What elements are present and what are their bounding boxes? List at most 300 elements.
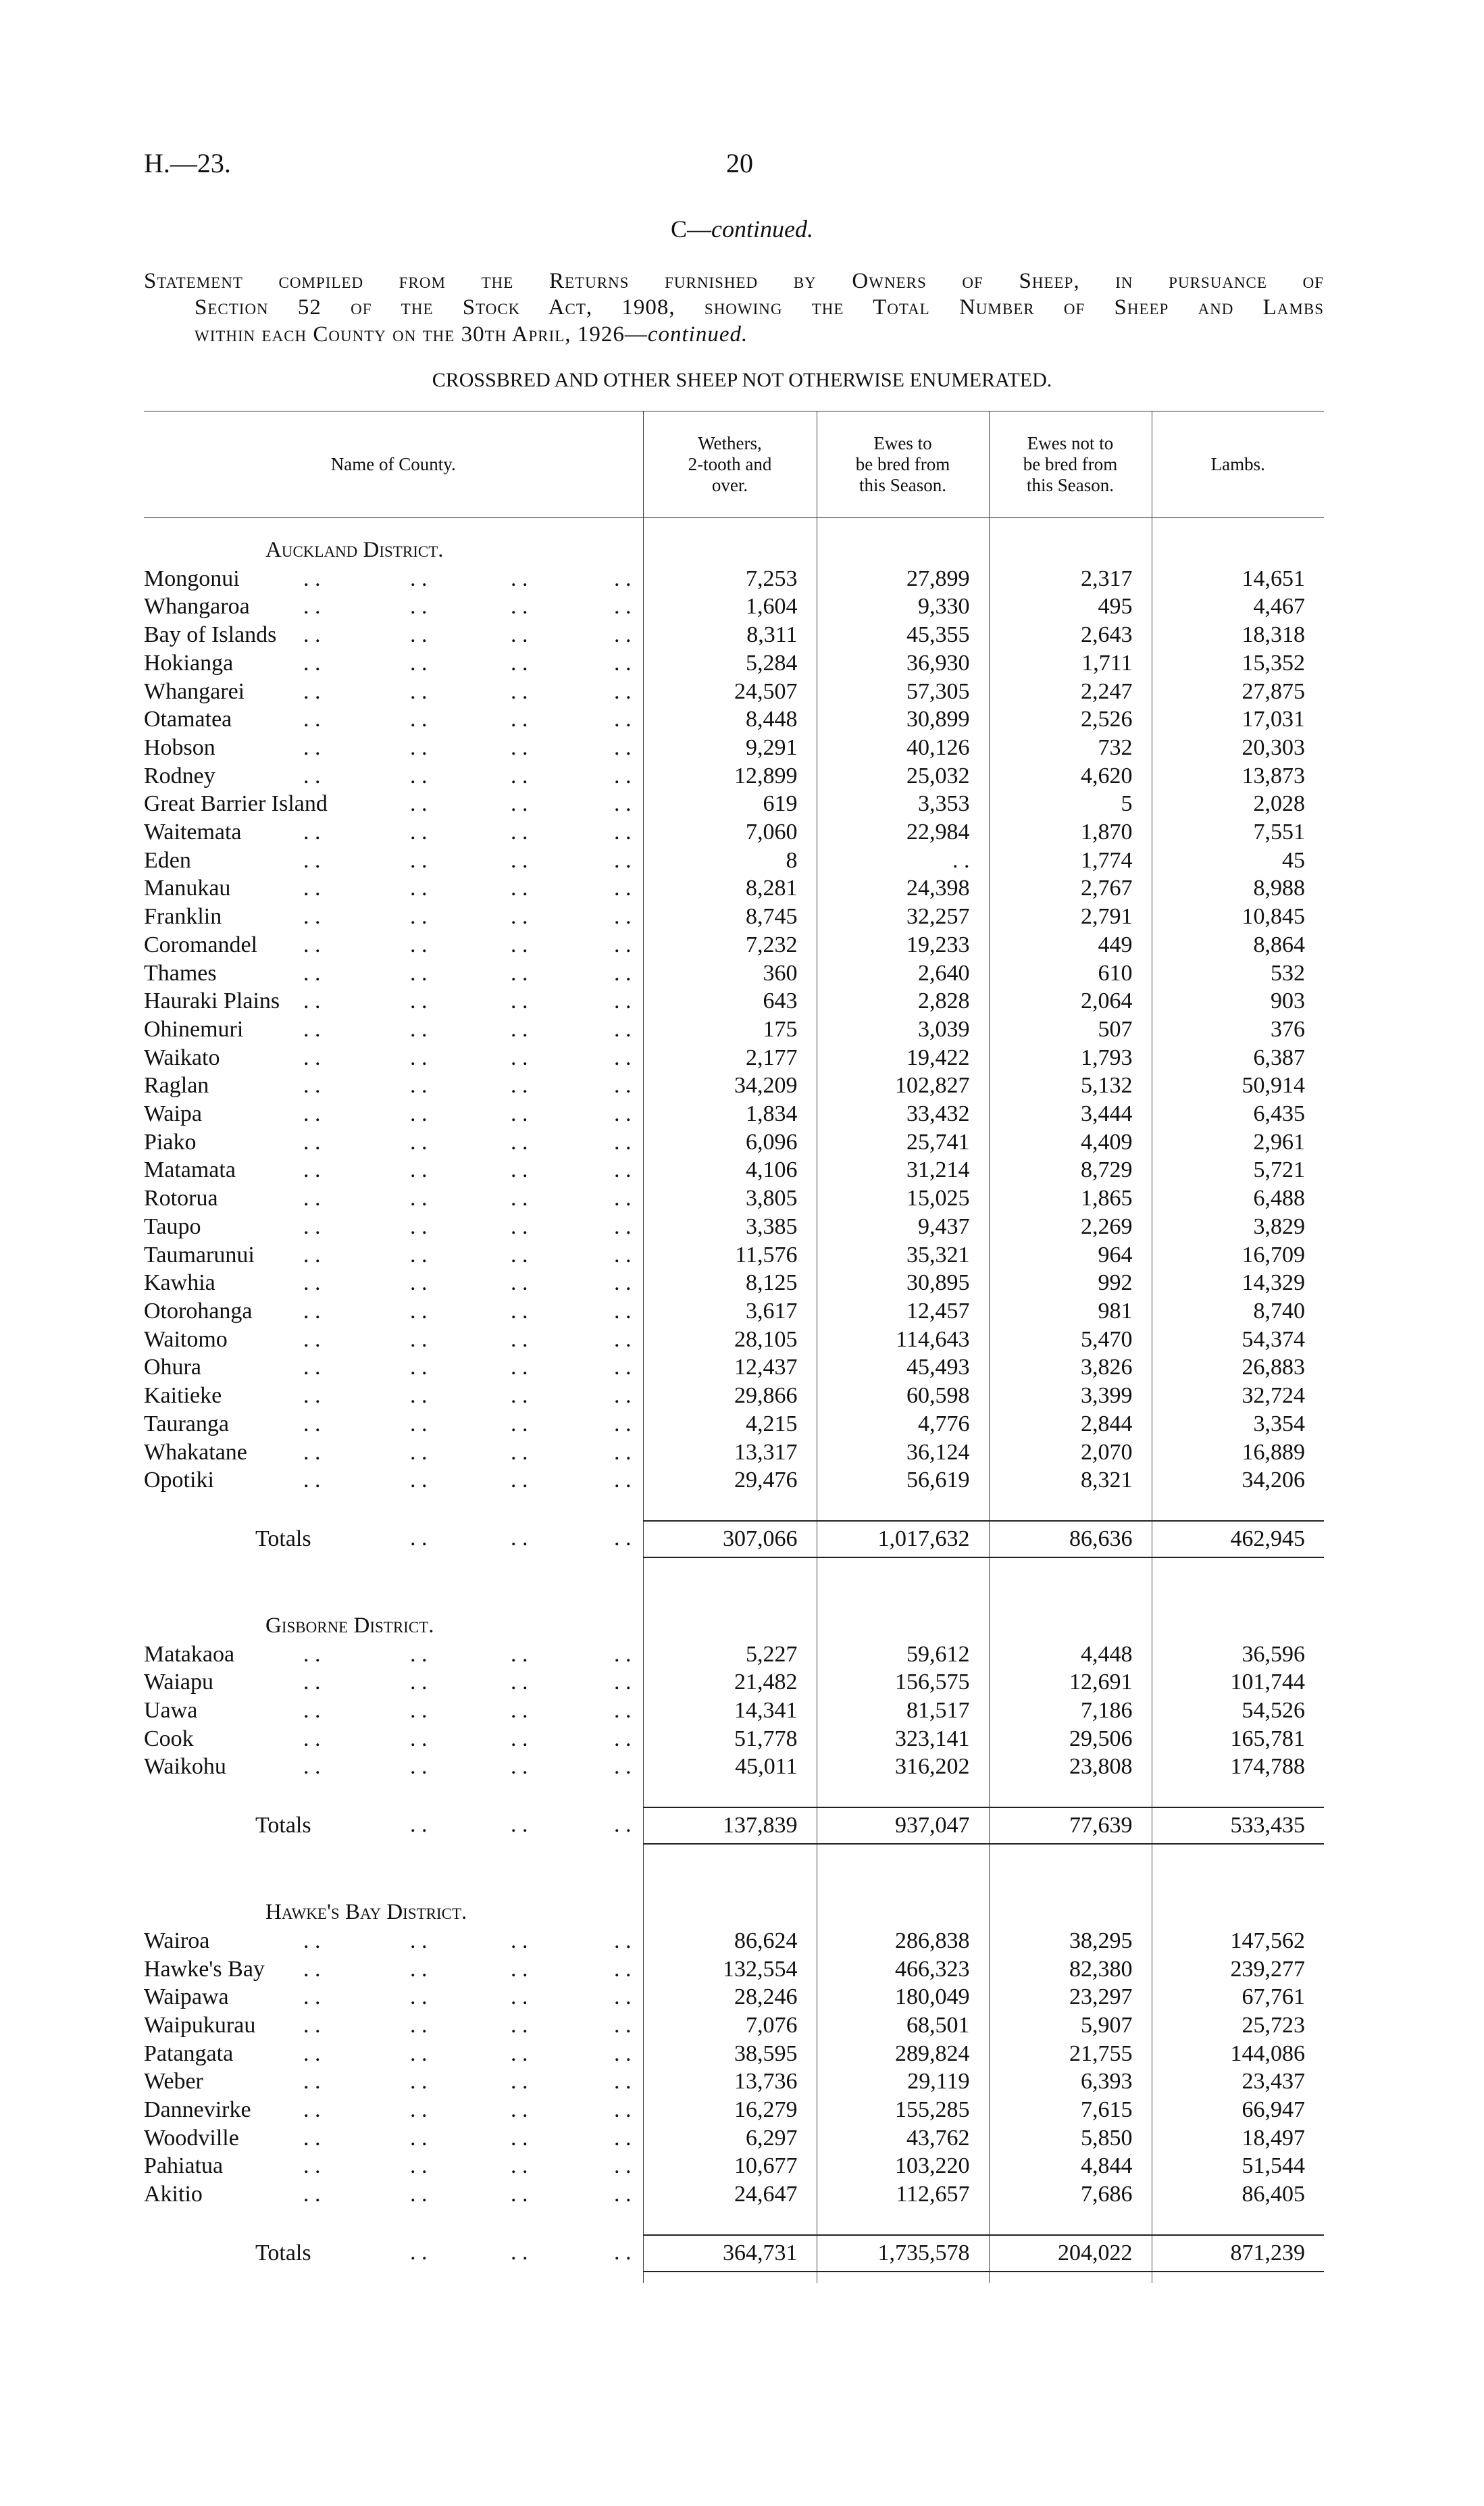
lambs-value: 147,562 — [1152, 1927, 1324, 1955]
lambs-value: 20,303 — [1152, 734, 1324, 762]
dot-leader: . . — [511, 594, 528, 620]
dot-leader: . . — [614, 594, 632, 620]
county-name: Ohinemuri — [144, 1016, 244, 1042]
county-cell — [144, 1100, 643, 1128]
lambs-value: 14,651 — [1152, 565, 1324, 593]
dot-leader: . . — [410, 2097, 428, 2123]
table-row — [144, 1466, 1324, 1495]
table-row — [144, 2152, 1324, 2180]
wethers-value: 1,604 — [643, 593, 817, 621]
ewes-to-breed-value: 35,321 — [817, 1241, 989, 1270]
county-cell — [144, 1697, 643, 1725]
dot-leader: . . — [511, 2069, 528, 2095]
empty-cell — [989, 1612, 1152, 1640]
table-row — [144, 1410, 1324, 1438]
dot-leader: . . — [614, 1355, 632, 1380]
dot-leader: . . — [614, 2069, 632, 2095]
spacer-cell — [643, 518, 817, 537]
ewes-to-breed-value: 31,214 — [817, 1156, 989, 1184]
spacer-row — [144, 1557, 1324, 1612]
dot-leader: . . — [303, 1016, 321, 1042]
spacer-row — [144, 1781, 1324, 1807]
dot-leader: . . — [410, 707, 428, 732]
dot-leader: . . — [511, 1242, 528, 1268]
wethers-value: 3,617 — [643, 1297, 817, 1326]
dot-leader: . . — [410, 734, 428, 760]
lambs-value: 8,740 — [1152, 1297, 1324, 1326]
dot-leader: . . — [614, 1956, 632, 1982]
spacer-cell — [1152, 518, 1324, 537]
lambs-value: 144,086 — [1152, 2040, 1324, 2068]
dot-leader: . . — [303, 876, 321, 901]
dot-leader: . . — [303, 1213, 321, 1239]
totals-row — [144, 1807, 1324, 1844]
dot-leader: . . — [410, 2239, 428, 2265]
ewes-not-to-breed-value: 495 — [989, 593, 1152, 621]
page-number: 20 — [726, 148, 753, 178]
lambs-value: 16,709 — [1152, 1241, 1324, 1270]
county-name: Weber — [144, 2069, 203, 2095]
dot-leader: . . — [410, 2069, 428, 2095]
wethers-value: 13,317 — [643, 1438, 817, 1467]
lambs-value: 15,352 — [1152, 649, 1324, 678]
dot-leader: . . — [410, 1812, 428, 1838]
dot-leader: . . — [303, 1073, 321, 1099]
spacer-cell — [1152, 2209, 1324, 2235]
lambs-value: 32,724 — [1152, 1382, 1324, 1410]
table-row — [144, 1983, 1324, 2011]
lambs-value: 6,488 — [1152, 1184, 1324, 1213]
dot-leader: . . — [410, 1956, 428, 1982]
county-name: Taupo — [144, 1213, 201, 1239]
spacer-cell — [989, 1495, 1152, 1521]
spacer-cell — [817, 1495, 989, 1521]
dot-leader: . . — [410, 1129, 428, 1155]
ewes-not-to-breed-value: 4,844 — [989, 2152, 1152, 2180]
sheep-table-container — [144, 411, 1324, 2283]
lambs-value: 51,544 — [1152, 2152, 1324, 2180]
county-name: Mongonui — [144, 566, 240, 591]
spacer-cell — [1152, 1495, 1324, 1521]
dot-leader: . . — [410, 1101, 428, 1127]
county-cell — [144, 1213, 643, 1241]
dot-leader: . . — [614, 1984, 632, 2010]
county-name: Hokianga — [144, 650, 234, 676]
wethers-value: 28,246 — [643, 1983, 817, 2011]
ewes-not-to-breed-value: 4,448 — [989, 1640, 1152, 1669]
dot-leader: . . — [614, 820, 632, 845]
spacer-cell — [643, 2272, 817, 2283]
ewes-to-breed-value: 155,285 — [817, 2096, 989, 2124]
lambs-value: 34,206 — [1152, 1466, 1324, 1495]
county-name: Waikato — [144, 1045, 220, 1070]
dot-leader: . . — [511, 1016, 528, 1042]
table-row — [144, 1640, 1324, 1669]
dot-leader: . . — [614, 1298, 632, 1324]
continued-word: continued. — [711, 216, 813, 243]
ewes-to-breed-value: 286,838 — [817, 1927, 989, 1955]
ewes-not-to-breed-value: 2,767 — [989, 874, 1152, 903]
dot-leader: . . — [614, 1101, 632, 1127]
lambs-value: 67,761 — [1152, 1983, 1324, 2011]
dot-leader: . . — [614, 1670, 632, 1695]
dot-leader: . . — [614, 988, 632, 1014]
dot-leader: . . — [410, 1670, 428, 1695]
ewes-to-breed-value: 81,517 — [817, 1697, 989, 1725]
county-name: Woodville — [144, 2125, 239, 2151]
dot-leader: . . — [614, 650, 632, 676]
table-row — [144, 1382, 1324, 1410]
dot-leader: . . — [303, 622, 321, 648]
ewes-to-breed-value: 3,039 — [817, 1016, 989, 1044]
county-name: Waiapu — [144, 1670, 213, 1695]
district-heading-row — [144, 536, 1324, 565]
ewes-to-breed-value: 9,330 — [817, 593, 989, 621]
ewes-not-to-breed-value: 82,380 — [989, 1955, 1152, 1984]
county-cell — [144, 959, 643, 988]
dot-leader: . . — [511, 960, 528, 986]
dot-leader: . . — [511, 847, 528, 873]
county-name: Dannevirke — [144, 2097, 251, 2123]
spacer-row — [144, 2209, 1324, 2235]
district-heading: Hawke's Bay District. — [265, 1900, 467, 1925]
dot-leader: . . — [303, 988, 321, 1014]
empty-cell — [643, 1612, 817, 1640]
county-cell — [144, 1668, 643, 1697]
ewes-not-to-breed-value: 2,643 — [989, 621, 1152, 649]
table-row — [144, 1072, 1324, 1100]
dot-leader: . . — [303, 1383, 321, 1409]
dot-leader: . . — [410, 1186, 428, 1211]
ewes-to-breed-value: 24,398 — [817, 874, 989, 903]
table-row — [144, 790, 1324, 818]
lambs-value: 36,596 — [1152, 1640, 1324, 1669]
county-name: Tauranga — [144, 1411, 229, 1436]
empty-cell — [989, 1899, 1152, 1927]
dot-leader: . . — [614, 1383, 632, 1409]
dot-leader: . . — [303, 650, 321, 676]
table-row — [144, 1213, 1324, 1241]
wethers-value: 3,385 — [643, 1213, 817, 1241]
county-cell — [144, 678, 643, 706]
dot-leader: . . — [614, 876, 632, 901]
table-row — [144, 762, 1324, 791]
wethers-value: 51,778 — [643, 1725, 817, 1753]
county-cell — [144, 2124, 643, 2153]
ewes-to-breed-value: 56,619 — [817, 1466, 989, 1495]
county-cell — [144, 565, 643, 593]
dot-leader: . . — [614, 1812, 632, 1838]
dot-leader: . . — [614, 932, 632, 957]
county-name: Coromandel — [144, 932, 258, 957]
spacer-cell — [643, 1844, 817, 1899]
wethers-value: 8,125 — [643, 1269, 817, 1297]
dot-leader: . . — [303, 2125, 321, 2151]
dot-leader: . . — [410, 1355, 428, 1380]
ewes-to-breed-value: 30,899 — [817, 705, 989, 734]
dot-leader: . . — [511, 1698, 528, 1724]
dot-leader: . . — [511, 988, 528, 1014]
dot-leader: . . — [303, 820, 321, 845]
dot-leader: . . — [614, 2012, 632, 2038]
wethers-value: 28,105 — [643, 1326, 817, 1354]
lambs-value: 165,781 — [1152, 1725, 1324, 1753]
dot-leader: . . — [303, 1355, 321, 1380]
ewes-not-to-breed-value: 7,686 — [989, 2180, 1152, 2209]
ewes-to-breed-value: 289,824 — [817, 2040, 989, 2068]
district-heading: Gisborne District. — [265, 1613, 434, 1638]
table-row — [144, 2040, 1324, 2068]
wethers-value: 38,595 — [643, 2040, 817, 2068]
total-ewes-to-breed: 1,735,578 — [817, 2235, 989, 2272]
lambs-value: 18,497 — [1152, 2124, 1324, 2153]
dot-leader: . . — [511, 2153, 528, 2179]
empty-cell — [989, 536, 1152, 565]
county-name: Waipukurau — [144, 2012, 256, 2038]
table-row — [144, 874, 1324, 903]
lambs-value: 26,883 — [1152, 1353, 1324, 1382]
wethers-value: 12,899 — [643, 762, 817, 791]
ewes-to-breed-value: 323,141 — [817, 1725, 989, 1753]
dot-leader: . . — [303, 1726, 321, 1751]
spacer-cell — [643, 1495, 817, 1521]
dot-leader: . . — [303, 1242, 321, 1268]
ewes-to-breed-value: 4,776 — [817, 1410, 989, 1438]
spacer-cell — [144, 2272, 643, 2283]
totals-label: Totals — [255, 1813, 311, 1838]
dot-leader: . . — [410, 1326, 428, 1352]
dot-leader: . . — [410, 622, 428, 648]
spacer-cell — [144, 1781, 643, 1807]
county-cell — [144, 762, 643, 791]
county-name: Cook — [144, 1726, 194, 1751]
table-row — [144, 1697, 1324, 1725]
spacer-cell — [643, 1557, 817, 1612]
dot-leader: . . — [614, 1270, 632, 1296]
dot-leader: . . — [410, 1242, 428, 1268]
county-name: Hobson — [144, 734, 215, 760]
ewes-not-to-breed-value: 8,729 — [989, 1156, 1152, 1184]
table-row — [144, 705, 1324, 734]
continued-letter: C— — [671, 216, 712, 243]
wethers-value: 1,834 — [643, 1100, 817, 1128]
dot-leader: . . — [511, 707, 528, 732]
ewes-not-to-breed-value: 2,526 — [989, 705, 1152, 734]
lambs-value: 4,467 — [1152, 593, 1324, 621]
wethers-value: 21,482 — [643, 1668, 817, 1697]
dot-leader: . . — [614, 734, 632, 760]
table-row — [144, 565, 1324, 593]
ewes-to-breed-value: 59,612 — [817, 1640, 989, 1669]
dot-leader: . . — [303, 1468, 321, 1493]
wethers-value: 6,297 — [643, 2124, 817, 2153]
dot-leader: . . — [511, 791, 528, 817]
spacer-row — [144, 1495, 1324, 1521]
spacer-cell — [989, 518, 1152, 537]
county-cell — [144, 1466, 643, 1495]
spacer-cell — [144, 2209, 643, 2235]
county-cell — [144, 790, 643, 818]
lambs-value: 532 — [1152, 959, 1324, 988]
dot-leader: . . — [614, 1213, 632, 1239]
dot-leader: . . — [303, 847, 321, 873]
table-row — [144, 2124, 1324, 2153]
lambs-value: 54,526 — [1152, 1697, 1324, 1725]
table-row — [144, 678, 1324, 706]
dot-leader: . . — [303, 1157, 321, 1183]
totals-label-cell — [144, 2235, 643, 2272]
spacer-cell — [643, 1781, 817, 1807]
spacer-cell — [989, 1557, 1152, 1612]
ewes-not-to-breed-value: 2,064 — [989, 987, 1152, 1016]
dot-leader: . . — [511, 932, 528, 957]
wethers-value: 5,284 — [643, 649, 817, 678]
dot-leader: . . — [410, 1411, 428, 1436]
county-cell — [144, 649, 643, 678]
county-name: Whakatane — [144, 1439, 247, 1465]
dot-leader: . . — [614, 1468, 632, 1493]
dot-leader: . . — [410, 847, 428, 873]
dot-leader: . . — [614, 847, 632, 873]
county-cell — [144, 1297, 643, 1326]
county-name: Matakaoa — [144, 1641, 235, 1667]
dot-leader: . . — [511, 2012, 528, 2038]
lambs-value: 86,405 — [1152, 2180, 1324, 2209]
table-row — [144, 818, 1324, 847]
wethers-value: 2,177 — [643, 1044, 817, 1072]
dot-leader: . . — [303, 594, 321, 620]
dot-leader: . . — [410, 1016, 428, 1042]
county-cell — [144, 2011, 643, 2040]
dot-leader: . . — [511, 566, 528, 591]
wethers-value: 14,341 — [643, 1697, 817, 1725]
ewes-to-breed-value: 60,598 — [817, 1382, 989, 1410]
dot-leader: . . — [410, 876, 428, 901]
county-cell — [144, 1640, 643, 1669]
dot-leader: . . — [511, 1956, 528, 1982]
county-cell — [144, 593, 643, 621]
wethers-value: 11,576 — [643, 1241, 817, 1270]
table-row — [144, 1241, 1324, 1270]
empty-cell — [1152, 1899, 1324, 1927]
ewes-not-to-breed-value: 4,620 — [989, 762, 1152, 791]
dot-leader: . . — [303, 932, 321, 957]
ewes-to-breed-value: 19,233 — [817, 931, 989, 959]
ewes-to-breed-value: 180,049 — [817, 1983, 989, 2011]
dot-leader: . . — [303, 763, 321, 788]
dot-leader: . . — [410, 594, 428, 620]
dot-leader: . . — [511, 1984, 528, 2010]
ewes-not-to-breed-value: 5,850 — [989, 2124, 1152, 2153]
dot-leader: . . — [410, 1754, 428, 1780]
dot-leader: . . — [614, 960, 632, 986]
lambs-value: 8,864 — [1152, 931, 1324, 959]
spacer-row — [144, 1844, 1324, 1899]
county-name: Patangata — [144, 2040, 234, 2066]
spacer-cell — [817, 2209, 989, 2235]
dot-leader: . . — [511, 1670, 528, 1695]
table-row — [144, 959, 1324, 988]
ewes-to-breed-value: 33,432 — [817, 1100, 989, 1128]
dot-leader: . . — [410, 1073, 428, 1099]
county-name: Raglan — [144, 1073, 209, 1099]
lambs-value: 239,277 — [1152, 1955, 1324, 1984]
dot-leader: . . — [511, 1641, 528, 1667]
spacer-cell — [144, 1495, 643, 1521]
dot-leader: . . — [511, 2182, 528, 2207]
lambs-value: 5,721 — [1152, 1156, 1324, 1184]
county-name: Otorohanga — [144, 1298, 253, 1324]
dot-leader: . . — [410, 2040, 428, 2066]
spacer-row — [144, 518, 1324, 537]
ewes-to-breed-value: 316,202 — [817, 1753, 989, 1781]
lambs-value: 66,947 — [1152, 2096, 1324, 2124]
ewes-to-breed-value: 15,025 — [817, 1184, 989, 1213]
ewes-not-to-breed-value: 8,321 — [989, 1466, 1152, 1495]
dot-leader: . . — [614, 791, 632, 817]
dot-leader: . . — [410, 791, 428, 817]
dot-leader: . . — [410, 1213, 428, 1239]
ewes-to-breed-value: 12,457 — [817, 1297, 989, 1326]
lambs-value: 10,845 — [1152, 903, 1324, 931]
ewes-to-breed-value: 2,640 — [817, 959, 989, 988]
dot-leader: . . — [614, 2182, 632, 2207]
dot-leader: . . — [410, 650, 428, 676]
lambs-value: 2,961 — [1152, 1128, 1324, 1157]
dot-leader: . . — [410, 1984, 428, 2010]
ewes-not-to-breed-value: 6,393 — [989, 2068, 1152, 2096]
wethers-value: 175 — [643, 1016, 817, 1044]
county-cell — [144, 1016, 643, 1044]
county-name: Manukau — [144, 876, 231, 901]
ewes-not-to-breed-value: 1,711 — [989, 649, 1152, 678]
table-row — [144, 847, 1324, 875]
dot-leader: . . — [511, 876, 528, 901]
totals-label-cell — [144, 1807, 643, 1844]
lambs-value: 174,788 — [1152, 1753, 1324, 1781]
dot-leader: . . — [303, 678, 321, 704]
dot-leader: . . — [511, 650, 528, 676]
table-body — [144, 518, 1324, 2283]
table-row — [144, 2011, 1324, 2040]
county-name: Thames — [144, 960, 217, 986]
ewes-to-breed-value: . . — [817, 847, 989, 875]
dot-leader: . . — [614, 2125, 632, 2151]
ewes-to-breed-value: 45,355 — [817, 621, 989, 649]
totals-label-cell — [144, 1521, 643, 1557]
wethers-value: 24,647 — [643, 2180, 817, 2209]
spacer-cell — [817, 1781, 989, 1807]
dot-leader: . . — [303, 2182, 321, 2207]
dot-leader: . . — [614, 763, 632, 788]
empty-cell — [817, 1612, 989, 1640]
lambs-value: 2,028 — [1152, 790, 1324, 818]
column-header-county: Name of County. — [144, 411, 643, 518]
dot-leader: . . — [303, 1326, 321, 1352]
dot-leader: . . — [303, 1298, 321, 1324]
county-name: Waikohu — [144, 1754, 226, 1780]
dot-leader: . . — [303, 1186, 321, 1211]
empty-cell — [1152, 1612, 1324, 1640]
total-lambs: 533,435 — [1152, 1807, 1324, 1844]
dot-leader: . . — [614, 2153, 632, 2179]
dot-leader: . . — [410, 1157, 428, 1183]
ewes-to-breed-value: 57,305 — [817, 678, 989, 706]
ewes-to-breed-value: 2,828 — [817, 987, 989, 1016]
spacer-cell — [989, 2209, 1152, 2235]
empty-cell — [643, 536, 817, 565]
ewes-to-breed-value: 36,124 — [817, 1438, 989, 1467]
